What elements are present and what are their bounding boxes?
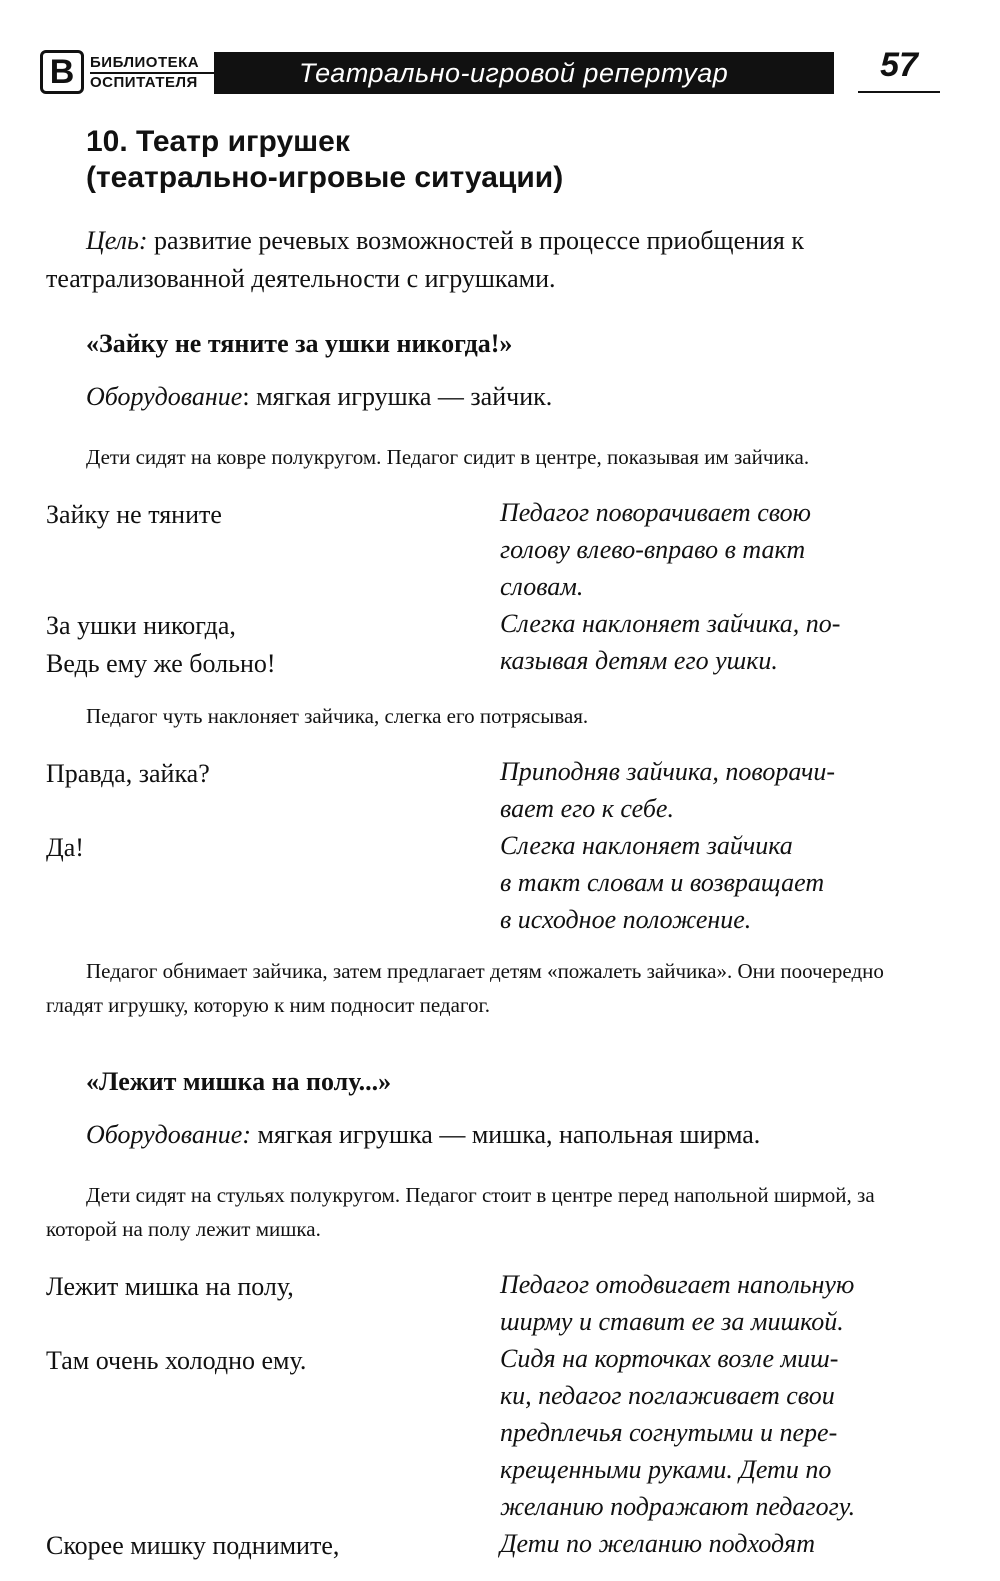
logo-letter: В (49, 53, 75, 91)
game1-rows-2 (46, 753, 910, 938)
verse-text (46, 1340, 500, 1525)
verse-row (46, 753, 910, 827)
goal-text: развитие речевых возможностей в процессе приобщения к театрализованной деятельности с игрушками. (46, 226, 805, 293)
verse-row (46, 827, 910, 938)
game1-equipment-label: Оборудование (86, 382, 243, 411)
direction-line: Педагог отодвигает напольную (500, 1270, 855, 1299)
stage-direction (500, 1525, 910, 1565)
page-number: 57 (858, 46, 940, 93)
verse-text (46, 753, 500, 827)
verse-line: За ушки никогда, (46, 611, 236, 640)
verse-row (46, 1525, 910, 1565)
game1-mid-note: Педагог чуть наклоняет зайчика, слегка его потрясывая. (86, 704, 589, 728)
series-logo (40, 50, 84, 94)
verse-line: Правда, зайка? (46, 759, 210, 788)
direction-line: крещенными руками. Дети по (500, 1455, 832, 1484)
direction-line: предплечья согнутыми и пере- (500, 1418, 838, 1447)
direction-line: Дети по желанию подходят (500, 1529, 816, 1558)
game1-equipment-text: : мягкая игрушка — зайчик. (242, 382, 553, 411)
series-name-line1: БИБЛИОТЕКА (90, 54, 200, 71)
game2-equipment-text: мягкая игрушка — мишка, напольная ширма. (251, 1120, 761, 1149)
verse-line: Да! (46, 833, 84, 862)
chapter-banner: Театрально-игровой репертуар (214, 52, 834, 94)
game1-rows-1 (46, 494, 910, 683)
verse-row (46, 494, 910, 605)
direction-line: желанию подражают педагогу. (500, 1492, 856, 1521)
game1-outro: Педагог обнимает зайчика, затем предлагает детям «пожалеть зайчика». Они поочередно гладят игрушку, которую к ним подносит педагог. (46, 959, 884, 1017)
section-title-line2: (театрально-игровые ситуации) (86, 161, 564, 194)
verse-row (46, 1266, 910, 1340)
verse-line: Ведь ему же больно! (46, 649, 276, 678)
direction-line: ширму и ставит ее за мишкой. (500, 1307, 844, 1336)
page-content (46, 124, 910, 1581)
verse-line: Скорее мишку поднимите, (46, 1531, 340, 1560)
stage-direction (500, 753, 910, 827)
verse-line: Лежит мишка на полу, (46, 1272, 294, 1301)
verse-line: Зайку не тяните (46, 500, 222, 529)
direction-line: словам. (500, 572, 584, 601)
page-header (40, 44, 940, 100)
verse-text (46, 1266, 500, 1340)
direction-line: казывая детям его ушки. (500, 646, 778, 675)
game1-equipment (86, 380, 910, 414)
verse-text (46, 605, 500, 683)
verse-text (46, 494, 500, 605)
game2-rows (46, 1266, 910, 1565)
direction-line: Слегка наклоняет зайчика, по- (500, 609, 841, 638)
verse-row (46, 605, 910, 683)
direction-line: вает его к себе. (500, 794, 674, 823)
game2-title: «Лежит мишка на полу...» (86, 1067, 392, 1096)
direction-line: Слегка наклоняет зайчика (500, 831, 793, 860)
verse-line: Там очень холодно ему. (46, 1346, 307, 1375)
direction-line: в исходное положение. (500, 905, 752, 934)
section-title-line1: 10. Театр игрушек (86, 125, 350, 158)
section-title (86, 124, 910, 196)
game1-intro: Дети сидят на ковре полукругом. Педагог сидит в центре, показывая им зайчика. (86, 445, 810, 469)
game2-equipment-label: Оборудование: (86, 1120, 251, 1149)
stage-direction (500, 494, 910, 605)
direction-line: голову влево-вправо в такт (500, 535, 806, 564)
direction-line: ки, педагог поглаживает свои (500, 1381, 835, 1410)
stage-direction (500, 1266, 910, 1340)
stage-direction (500, 827, 910, 938)
verse-row (46, 1340, 910, 1525)
game2-equipment (86, 1118, 910, 1152)
game1-title: «Зайку не тяните за ушки никогда!» (86, 329, 513, 358)
stage-direction (500, 605, 910, 683)
goal-label: Цель: (86, 226, 148, 255)
game2-intro: Дети сидят на стульях полукругом. Педагог стоит в центре перед напольной ширмой, за которой на полу лежит мишка. (46, 1183, 875, 1241)
direction-line: в такт словам и возвращает (500, 868, 825, 897)
direction-line: Педагог поворачивает свою (500, 498, 812, 527)
direction-line: Приподняв зайчика, поворачи- (500, 757, 836, 786)
goal-paragraph (46, 222, 910, 298)
verse-text (46, 1525, 500, 1565)
direction-line: Сидя на корточках возле миш- (500, 1344, 839, 1373)
stage-direction (500, 1340, 910, 1525)
verse-text (46, 827, 500, 938)
series-name-line2: ОСПИТАТЕЛЯ (90, 72, 260, 92)
